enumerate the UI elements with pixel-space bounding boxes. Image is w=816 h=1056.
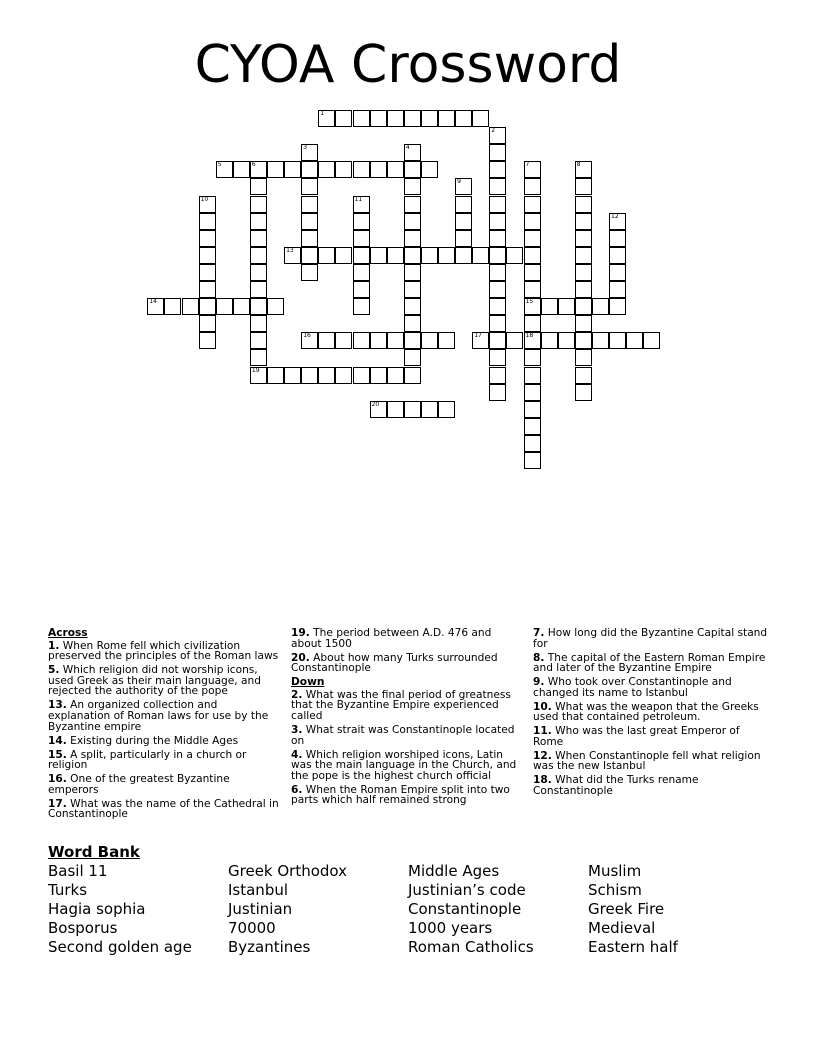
grid-cell[interactable]: [489, 332, 506, 349]
clue-across-1: 1. When Rome fell which civilization preserved the principles of the Roman laws: [48, 639, 279, 663]
grid-cell[interactable]: [609, 213, 626, 230]
clue-down-7: 7. How long did the Byzantine Capital stand for: [533, 627, 768, 650]
grid-cell[interactable]: [335, 332, 352, 349]
grid-cell[interactable]: [387, 367, 404, 384]
clue-number: 14: [149, 298, 157, 306]
grid-cell[interactable]: [353, 196, 370, 213]
grid-cell[interactable]: [404, 315, 421, 332]
clue-down-10: 10. What was the weapon that the Greeks used that contained petroleum.: [533, 700, 759, 724]
grid-cell[interactable]: [524, 213, 541, 230]
grid-cell[interactable]: [250, 161, 267, 178]
grid-cell[interactable]: [575, 298, 592, 315]
clue-number: 15: [525, 298, 534, 306]
grid-cell[interactable]: [250, 349, 267, 366]
clue-across-15: 15. A split, particularly in a church or religion: [48, 748, 247, 772]
grid-cell[interactable]: [609, 247, 626, 264]
grid-cell[interactable]: [455, 178, 472, 195]
grid-cell[interactable]: [575, 178, 592, 195]
grid-cell[interactable]: [489, 298, 506, 315]
grid-cell[interactable]: [489, 213, 506, 230]
clue-number: 2: [491, 127, 496, 135]
grid-cell[interactable]: [301, 213, 318, 230]
clue-down-11: 11. Who was the last great Emperor of Rome: [533, 725, 740, 748]
grid-cell[interactable]: [318, 110, 335, 127]
grid-cell[interactable]: [335, 110, 352, 127]
grid-cell[interactable]: [524, 264, 541, 281]
grid-cell[interactable]: [250, 332, 267, 349]
grid-cell[interactable]: [301, 247, 318, 264]
grid-cell[interactable]: [370, 332, 387, 349]
clue-number: 9: [457, 178, 461, 186]
grid-cell[interactable]: [267, 161, 284, 178]
grid-cell[interactable]: [524, 384, 541, 401]
grid-cell[interactable]: [404, 247, 421, 264]
grid-cell[interactable]: [404, 349, 421, 366]
grid-cell[interactable]: [421, 401, 438, 418]
word-bank-item: Bosporus: [48, 919, 118, 937]
grid-cell[interactable]: [558, 298, 575, 315]
grid-cell[interactable]: [404, 367, 421, 384]
grid-cell[interactable]: [489, 384, 506, 401]
grid-cell[interactable]: [284, 367, 301, 384]
word-bank-item: Greek Fire: [588, 900, 665, 918]
grid-cell[interactable]: [199, 230, 216, 247]
grid-cell[interactable]: [267, 367, 284, 384]
grid-cell[interactable]: [575, 332, 592, 349]
grid-cell[interactable]: [609, 332, 626, 349]
grid-cell[interactable]: [404, 178, 421, 195]
grid-cell[interactable]: [199, 281, 216, 298]
clue-down-4: 4. Which religion worshiped icons, Latin was the main language in the Church, and the pope is the highest church official: [291, 748, 517, 782]
grid-cell[interactable]: [524, 161, 541, 178]
grid-cell[interactable]: [233, 161, 250, 178]
clue-number: 19: [251, 366, 260, 374]
word-bank-item: Basil 11: [48, 862, 108, 880]
grid-cell[interactable]: [404, 196, 421, 213]
grid-cell[interactable]: [575, 264, 592, 281]
grid-cell[interactable]: [609, 264, 626, 281]
grid-cell[interactable]: [250, 367, 267, 384]
grid-cell[interactable]: [199, 332, 216, 349]
down-heading: Down: [291, 676, 325, 689]
grid-cell[interactable]: [421, 110, 438, 127]
word-bank-item: Greek Orthodox: [228, 862, 348, 880]
grid-cell[interactable]: [524, 281, 541, 298]
clue-across-13: 13. An organized collection and explanation of Roman laws for use by the Byzantine empire: [48, 699, 269, 733]
grid-cell[interactable]: [558, 332, 575, 349]
grid-cell[interactable]: [182, 298, 199, 315]
grid-cell[interactable]: [404, 332, 421, 349]
grid-cell[interactable]: [541, 332, 558, 349]
word-bank: [48, 862, 768, 957]
grid-cell[interactable]: [524, 435, 541, 452]
grid-cell[interactable]: [353, 110, 370, 127]
grid-cell[interactable]: [524, 315, 541, 332]
word-bank-item: Muslim: [588, 862, 642, 880]
grid-cell[interactable]: [524, 452, 541, 469]
clue-number: 7: [525, 161, 530, 169]
grid-cell[interactable]: [421, 161, 438, 178]
grid-cell[interactable]: [455, 213, 472, 230]
grid-cell[interactable]: [575, 230, 592, 247]
grid-cell[interactable]: [609, 281, 626, 298]
grid-cell[interactable]: [575, 161, 592, 178]
grid-cell[interactable]: [370, 367, 387, 384]
clue-number: 20: [371, 400, 380, 408]
grid-cell[interactable]: [353, 247, 370, 264]
across-heading: Across: [48, 627, 88, 639]
word-bank-item: Constantinople: [408, 900, 522, 918]
clue-number: 17: [474, 332, 482, 340]
grid-cell[interactable]: [216, 298, 233, 315]
grid-cell[interactable]: [524, 418, 541, 435]
grid-cell[interactable]: [575, 315, 592, 332]
word-bank-item: Justinian’s code: [408, 881, 526, 899]
grid-cell[interactable]: [524, 401, 541, 418]
grid-cell[interactable]: [301, 178, 318, 195]
grid-cell[interactable]: [335, 161, 352, 178]
grid-cell[interactable]: [438, 110, 455, 127]
clue-number: 5: [217, 161, 222, 169]
clues-column-1: [48, 628, 280, 823]
clue-down-9: 9. Who took over Constantinople and changed its name to Istanbul: [533, 676, 732, 699]
grid-cell[interactable]: [353, 230, 370, 247]
grid-cell[interactable]: [301, 196, 318, 213]
grid-cell[interactable]: [524, 196, 541, 213]
clue-number: 8: [576, 161, 581, 169]
grid-cell[interactable]: [301, 144, 318, 161]
grid-cell[interactable]: [216, 161, 233, 178]
grid-cell[interactable]: [387, 401, 404, 418]
grid-cell[interactable]: [387, 110, 404, 127]
grid-cell[interactable]: [472, 110, 489, 127]
grid-cell[interactable]: [353, 213, 370, 230]
grid-cell[interactable]: [370, 161, 387, 178]
grid-cell[interactable]: [575, 384, 592, 401]
grid-cell[interactable]: [267, 298, 284, 315]
grid-cell[interactable]: [250, 315, 267, 332]
word-bank-item: Middle Ages: [408, 862, 500, 880]
grid-cell[interactable]: [387, 332, 404, 349]
grid-cell[interactable]: [575, 196, 592, 213]
clue-number: 12: [611, 212, 619, 220]
grid-cell[interactable]: [524, 230, 541, 247]
grid-cell[interactable]: [541, 298, 558, 315]
grid-cell[interactable]: [199, 196, 216, 213]
grid-cell[interactable]: [301, 161, 318, 178]
grid-cell[interactable]: [489, 127, 506, 144]
grid-cell[interactable]: [489, 196, 506, 213]
clue-number: 16: [303, 332, 311, 340]
grid-cell[interactable]: [455, 230, 472, 247]
clue-number: 11: [354, 195, 363, 203]
clue-down-8: 8. The capital of the Eastern Roman Empire and later of the Byzantine Empire: [533, 651, 766, 675]
grid-cell[interactable]: [489, 315, 506, 332]
grid-cell[interactable]: [609, 230, 626, 247]
grid-cell[interactable]: [301, 264, 318, 281]
grid-cell[interactable]: [301, 230, 318, 247]
clue-number: 4: [405, 144, 410, 152]
grid-cell[interactable]: [250, 298, 267, 315]
grid-cell[interactable]: [489, 264, 506, 281]
grid-cell[interactable]: [387, 247, 404, 264]
grid-cell[interactable]: [626, 332, 643, 349]
word-bank-item: Justinian: [228, 900, 293, 918]
grid-cell[interactable]: [404, 281, 421, 298]
grid-cell[interactable]: [592, 298, 609, 315]
clue-number: 18: [525, 332, 534, 340]
clue-down-18: 18. What did the Turks rename Constantinople: [533, 774, 699, 798]
word-bank-item: 1000 years: [408, 919, 493, 937]
grid-cell[interactable]: [353, 332, 370, 349]
grid-cell[interactable]: [199, 264, 216, 281]
grid-cell[interactable]: [353, 281, 370, 298]
grid-cell[interactable]: [301, 367, 318, 384]
word-bank-item: Hagia sophia: [48, 900, 146, 918]
grid-cell[interactable]: [250, 213, 267, 230]
clue-number: 3: [303, 144, 308, 152]
grid-cell[interactable]: [524, 298, 541, 315]
word-bank-item: Schism: [588, 881, 642, 899]
grid-cell[interactable]: [421, 247, 438, 264]
word-bank-item: Second golden age: [48, 938, 192, 956]
word-bank-item: Roman Catholics: [408, 938, 534, 956]
word-bank-item: Turks: [48, 881, 88, 899]
grid-cell[interactable]: [438, 401, 455, 418]
grid-cell[interactable]: [250, 264, 267, 281]
grid-cell[interactable]: [387, 161, 404, 178]
grid-cell[interactable]: [489, 281, 506, 298]
grid-cell[interactable]: [250, 178, 267, 195]
grid-cell[interactable]: [164, 298, 181, 315]
clue-across-19: 19. The period between A.D. 476 and about 1500: [291, 627, 492, 650]
clue-number: 1: [320, 110, 325, 117]
grid-cell[interactable]: [199, 315, 216, 332]
grid-cell[interactable]: [370, 110, 387, 127]
grid-cell[interactable]: [335, 247, 352, 264]
clue-down-2: 2. What was the final period of greatness that the Byzantine Empire experienced called: [291, 688, 511, 722]
grid-cell[interactable]: [404, 144, 421, 161]
grid-cell[interactable]: [455, 196, 472, 213]
grid-cell[interactable]: [438, 247, 455, 264]
grid-cell[interactable]: [353, 161, 370, 178]
grid-cell[interactable]: [472, 247, 489, 264]
grid-cell[interactable]: [575, 349, 592, 366]
grid-cell[interactable]: [370, 401, 387, 418]
grid-cell[interactable]: [147, 298, 164, 315]
word-bank-item: Eastern half: [588, 938, 678, 956]
word-bank-title: Word Bank: [48, 843, 140, 861]
grid-cell[interactable]: [404, 213, 421, 230]
word-bank-item: Istanbul: [228, 881, 289, 899]
grid-cell[interactable]: [489, 349, 506, 366]
clues-column-2: [291, 628, 521, 809]
grid-cell[interactable]: [506, 247, 523, 264]
grid-cell[interactable]: [301, 332, 318, 349]
grid-cell[interactable]: [335, 367, 352, 384]
grid-cell[interactable]: [575, 213, 592, 230]
grid-cell[interactable]: [489, 178, 506, 195]
grid-cell[interactable]: [643, 332, 660, 349]
grid-cell[interactable]: [575, 367, 592, 384]
clue-number: 6: [251, 161, 256, 169]
grid-cell[interactable]: [455, 247, 472, 264]
grid-cell[interactable]: [353, 298, 370, 315]
clue-down-12: 12. When Constantinople fell what religion was the new Istanbul: [533, 749, 761, 773]
grid-cell[interactable]: [524, 247, 541, 264]
grid-cell[interactable]: [524, 349, 541, 366]
grid-cell[interactable]: [318, 332, 335, 349]
grid-cell[interactable]: [575, 281, 592, 298]
grid-cell[interactable]: [404, 230, 421, 247]
grid-cell[interactable]: [404, 401, 421, 418]
grid-cell[interactable]: [404, 264, 421, 281]
grid-cell[interactable]: [524, 178, 541, 195]
clue-across-5: 5. Which religion did not worship icons, used Greek as their main language, and rejected the authority of the pope: [48, 664, 261, 698]
grid-cell[interactable]: [318, 161, 335, 178]
clue-number: 13: [286, 246, 294, 254]
clue-across-14: 14. Existing during the Middle Ages: [48, 734, 239, 747]
clue-down-6: 6. When the Roman Empire split into two parts which half remained strong: [291, 783, 510, 807]
word-bank-item: Byzantines: [228, 938, 311, 956]
grid-cell[interactable]: [489, 367, 506, 384]
grid-cell[interactable]: [438, 332, 455, 349]
grid-cell[interactable]: [284, 161, 301, 178]
grid-cell[interactable]: [353, 264, 370, 281]
grid-cell[interactable]: [421, 332, 438, 349]
grid-cell[interactable]: [609, 298, 626, 315]
grid-cell[interactable]: [250, 196, 267, 213]
grid-cell[interactable]: [233, 298, 250, 315]
grid-cell[interactable]: [404, 298, 421, 315]
grid-cell[interactable]: [353, 367, 370, 384]
grid-cell[interactable]: [524, 332, 541, 349]
word-bank-item: 70000: [228, 919, 276, 937]
page-title: CYOA Crossword: [194, 35, 622, 95]
grid-cell[interactable]: [404, 110, 421, 127]
grid-cell[interactable]: [318, 247, 335, 264]
grid-cell[interactable]: [489, 247, 506, 264]
grid-cell[interactable]: [404, 161, 421, 178]
clue-across-17: 17. What was the name of the Cathedral in Constantinople: [48, 797, 279, 821]
grid-cell[interactable]: [284, 247, 301, 264]
grid-cell[interactable]: [318, 367, 335, 384]
grid-cell[interactable]: [250, 281, 267, 298]
grid-cell[interactable]: [575, 247, 592, 264]
grid-cell[interactable]: [455, 110, 472, 127]
grid-cell[interactable]: [592, 332, 609, 349]
grid-cell[interactable]: [199, 213, 216, 230]
clue-number: 10: [200, 195, 209, 203]
grid-cell[interactable]: [489, 161, 506, 178]
grid-cell[interactable]: [250, 230, 267, 247]
clue-down-3: 3. What strait was Constantinople located on: [291, 723, 515, 747]
grid-cell[interactable]: [524, 367, 541, 384]
clue-across-20: 20. About how many Turks surrounded Constantinople: [291, 651, 498, 675]
clues-column-3: [533, 628, 769, 800]
word-bank-item: Medieval: [588, 919, 656, 937]
grid-cell[interactable]: [489, 144, 506, 161]
grid-cell[interactable]: [472, 332, 489, 349]
grid-cell[interactable]: [506, 332, 523, 349]
grid-cell[interactable]: [199, 247, 216, 264]
clue-across-16: 16. One of the greatest Byzantine emperors: [48, 773, 230, 796]
grid-cell[interactable]: [199, 298, 216, 315]
grid-cell[interactable]: [489, 230, 506, 247]
grid-cell[interactable]: [250, 247, 267, 264]
grid-cell[interactable]: [370, 247, 387, 264]
